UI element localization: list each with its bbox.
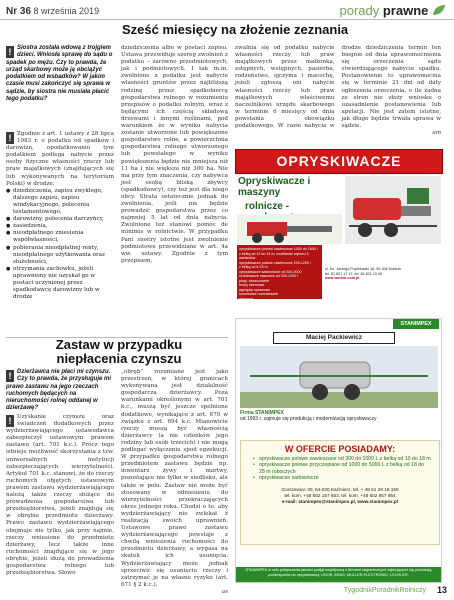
ad1-contact <box>325 267 440 281</box>
stanimpex-owner: Maciej Packiewicz <box>273 332 395 344</box>
stanimpex-firm-info <box>240 410 440 422</box>
stanimpex-badge: STANIMPEX <box>393 319 439 329</box>
article2-title <box>30 338 208 366</box>
sprayer-photo-image <box>240 346 438 408</box>
leaf-logo-icon <box>432 4 446 16</box>
section-brand-part2: prawne <box>382 3 429 18</box>
issue-number: Nr 36 <box>6 6 32 17</box>
article2-lead-block <box>6 369 114 413</box>
article1-lead: Siostra została wdową z trojgiem dzieci. Wniosła sprawę do sądu o spadek po mężu. Czy to prawda, że urząd skarbowy może ją obciążyć podatkiem od wsbadków? W jakim czasie musi zakończyć się sprawa w sądzie, by siostra nie musiała płacić tego podatku? <box>6 45 113 103</box>
issue-info <box>6 6 99 17</box>
ad1-subtitle1: Opryskiwacze i maszyny <box>238 176 311 198</box>
list-item: rozsiewacze nawozów od 200-1200 l <box>239 274 298 278</box>
list-item: opryskiwacze polowe zawieszane 200-1200 l <box>239 260 311 265</box>
ad1-banner: OPRYSKIWACZE <box>235 149 443 174</box>
article2-title-line1: Zastaw w przypadku <box>55 337 183 352</box>
exclamation-icon: ! <box>6 370 14 382</box>
exclamation-icon: ! <box>6 132 14 144</box>
article2-signature: as <box>221 588 228 595</box>
page-number: 13 <box>436 585 447 595</box>
stanimpex-address: Gorszewice 30, 64-030 Kaźmierz, tel. + 48 61 29 18 159 <box>281 486 399 492</box>
issue-date: 8 września 2019 <box>33 6 100 16</box>
stanimpex-offer-list <box>241 456 439 482</box>
list-item: ● zasiedzenia, <box>6 223 114 230</box>
list-item: brony talerzowe <box>239 283 265 287</box>
list-item: ● pobierania nieodpłatnej renty, nieodpłatnego użytkowania oraz służebności, <box>6 245 114 266</box>
ad1-address: ul. Ks. Jerzego Popiełuszki 18, 99-306 Kraśnik <box>325 267 402 271</box>
ad1-subtitle2: rolnicze - <box>245 201 289 212</box>
stanimpex-contact <box>241 487 439 505</box>
list-item: koronkowe rozdrabniarki <box>239 292 279 296</box>
list-item: • opryskiwacze sadownicze <box>259 475 431 481</box>
list-item: ● otrzymania zachowku, jeżeli uprawniony nie uzyskał go w postaci uczynionej przez spadkodawcę darowizny lub w drodze <box>6 266 114 301</box>
section-brand <box>339 3 446 18</box>
article2-col1-block <box>6 414 114 577</box>
article2-lead: Dzierżawca nie płaci mi czynszu. Czy to prawda, że przysługuje mi prawo zastawu na jego rzeczach ruchomych będących na nieruchomości rolnej oddanej w dzierżawę? <box>6 369 112 412</box>
ad1-web[interactable]: www.werkot.com.pl <box>325 276 360 281</box>
list-item: ● dziedziczenia, zapisu zwykłego, dalszego zapisu, zapisu windykacyjnego, polecenia testamentowego, <box>6 188 114 216</box>
article1-col3-text: zwalnia się od podatku nabycie własności rzeczy lub praw majątkowych przez małżonka, zstępnych, wstępnych, pasierba, rodzeństwo, ojczyma i macochę, jeżeli zgłoszą oni nabycie własności rzeczy lub praw majątkowych właściwemu naczelnikowi urzędu skarbowego w terminie 6 miesięcy od dnia powstania obowiązku podatkowego. W razie nabycia w drodze dziedziczenia termin ten biegnie od dnia uprawomocnienia się orzeczenia sądu stwierdzającego nabycie spadku. Postanowienie to uprawomocnia się w terminie 21 dni od daty ogłoszenia orzeczenia, o ile żadna ze stron nie złoży wniosku o uzasadnienie postanowienia lub apelacji. Nie jest zatem istotne, jak długo będzie trwała sprawa w sądzie. <box>235 45 441 130</box>
ad1-features-box <box>237 245 322 299</box>
article1-lead-block <box>6 45 114 103</box>
ad1-phones: tel. 81 821 17 17, tel. 81 821 15 46 <box>325 271 382 276</box>
header-divider <box>0 19 454 20</box>
article1-signature: am <box>432 130 441 137</box>
article2-col1: Uzyskanie czynszu oraz świadczeń dodatkowych przez wydzierżawiającego ustawodawca zabezpieczył ustawowym prawem zastawu (art. 701 k.c.). Prócz tego istnieje możliwość skorzystania z tzw. uniwersalnych instytucji zabezpieczających wierzytelności. Artykuł 701 k.c. stanowi, że do rzeczy ruchomych objętych ustawowym prawem zastawu wydzierżawiającego należą także rzeczy służące do prowadzenia gospodarstwa lub przedsiębiorstwa, jeżeli znajdują się w obrębie przedmiotu dzierżawy. Prawo zastawu wydzierżawiającego obejmuje nie tylko, jak przy najmie, rzeczy wniesione do przedmiotu dzierżawy, lecz także inne ruchomości znajdujące się w jego obrębie, jeżeli służą do prowadzenia gospodarstwa rolnego lub przedsiębiorstwa. Słowo <box>6 414 114 577</box>
list-item: ● nieodpłatnego zniesienia współwłasności, <box>6 230 114 244</box>
article1-col1 <box>6 131 114 301</box>
article2-col2: „obręb” rozumiane jest jako przestrzeń, w której granicach wykonywana jest działalność gospodarcza dzierżawcy. Poza warunkami określonymi w art. 701 k.c., muszą być jeszcze spełnione dodatkowe, wynikające z art. 670 w związku z art. 694 k.c. Mianowicie rzeczy muszą być własnością dzierżawcy (a nie członków jego rodziny lub osób trzecich) i nie mogą podlegać wyłączeniu spod egzekucji. W przypadku gospodarstwa rolnego przedmiotem zastawu będzie np. inwentarz żywy i martwy, pozostające nie tylko w siedlisku, ale także w polu. Zastaw nie może być stosowany w odniesieniu do wierzytelności przekraczających okres jednego roku. Chodzi o to, aby wydzierżawiający nie zwlekał z realizacją swoich uprawnień. Ustawowe prawo zastawu wydzierżawiającego powstaje z chwilą wniesienia ruchomości do przedmiotu dzierżawy, a wygasa na skutek ich usunięcia. Wydzierżawiający może jednak sprzeciwić się usunięciu rzeczy i zatrzymać je na własne ryzyko (art. 671 § 2 k.c.). <box>121 369 228 588</box>
stanimpex-phones: tel. kom. +48 602 157 653, tel. kom. +48 602 857 864 <box>284 492 396 498</box>
stanimpex-bottom-bar: STANIMPEX w celu polepszenia jakości podjął współpracę z firmami zagranicznymi zajmującymi się produkcją podzespołów do opryskiwaczy. UDOR, ARAG, MULLER ELECTRONIC, LECHLER. <box>236 567 441 582</box>
stanimpex-offer-title: W OFERCIE POSIADAMY: <box>284 444 396 454</box>
article1-col2: dziedziczenia albo w postaci zapisu. Ustawa przewiduje szereg zwolnień z podatku – zarówno przedmiotowych, jak i podmiotowych. I tak m.in. zwolnione z podatku jest nabycie własności gruntów przez najbliższą rodzinę przez spadkobiercę gospodarstwa rolnego w rozumieniu przepisów o podatku rolnym, wraz z będącymi ich częścią składową drzewami i innymi roślinami, pod warunkiem że w wyniku nabycia zostanie utworzone lub powiększone gospodarstwo rolne, a powierzchnia gospodarstwa rolnego utworzonego lub powstałego w wyniku powiększenia będzie nie mniejsza niż 11 ha i nie większa niż 300 ha. Nie ma przy tym znaczenia, czy nabywca jest osobą bliską zbywcy (spadkodawcy), czy też jest dla niego obcy. Strata ostatecznie jednak do zwolnienia, jeśli nie będzie prowadzić gospodarstwa przez co najmniej 5 lat od dnia nabycia. Zwolnione też stanowi pomoc de minimis w rolnictwie. W przypadku Pani siostry istotne jest zwolnienie podmiotowe przewidziane w art. 4a ww. ustawy. Zgodnie z tym przepisem, <box>121 45 228 264</box>
list-item: pługi, deszczownie <box>239 278 270 283</box>
article1-paragraph: Zgodnie z art. 1 ustawy z 28 lipca 1983 r. o podatku od spadków i darowizn, opodatkowaniu tym podatkiem podlega nabycie przez osoby fizyczne własności rzeczy lub praw majątkowych (znajdujących się lub wykonywanych na terytorium Polski) w drodze: <box>6 131 114 187</box>
stanimpex-firm-line: Firma STANIMPEX <box>240 410 284 416</box>
list-item: z belką od 6-15 m <box>239 265 268 269</box>
exclamation-icon: ! <box>6 46 14 58</box>
stanimpex-email[interactable]: e-mail: stanimpex@stanimpex.pl, www.stanimpex.pl <box>281 498 399 504</box>
section-brand-part1: porady <box>339 3 380 18</box>
list-item: ● darowizny, polecenia darczyńcy, <box>6 216 114 223</box>
list-item: agregaty uprawowe <box>239 287 271 292</box>
article2-title-line2: niepłacenia czynszu <box>56 351 182 366</box>
tractor-image <box>237 214 342 244</box>
sprayer-machine-image <box>345 176 441 244</box>
list-item: głęboszy <box>239 296 254 301</box>
list-item: opryskiwacze sadownicze od 300-2000 <box>239 269 302 274</box>
list-item: • opryskiwacze polowe przyczepiane od 1000 do 5000 L z belką od 18 do 28 m roboczych <box>259 462 431 475</box>
footer-brand: TygodnikPoradnikRolniczy <box>343 587 426 594</box>
list-item: opryskiwacze polowe zawieszane 1000 do 1600 l <box>239 247 318 251</box>
article2-col2-block <box>121 369 228 596</box>
exclamation-icon: ! <box>6 415 14 427</box>
list-item: • opryskiwacze polowe zawieszane od 300 do 1000 L z belką od 10 do 18 m <box>259 456 431 462</box>
stanimpex-firm-desc: od 1993 r. zajmuje się produkcją i modernizacją opryskiwaczy <box>240 416 377 422</box>
stanimpex-offer <box>240 440 440 545</box>
article1-col3 <box>235 45 441 137</box>
list-item: z belką od 12 do 24 m, możliwość wyboru 3 wariantów <box>239 251 309 260</box>
article1-bullet-list <box>6 188 114 302</box>
article1-title: Sześć miesięcy na złożenie zeznania <box>122 22 349 37</box>
